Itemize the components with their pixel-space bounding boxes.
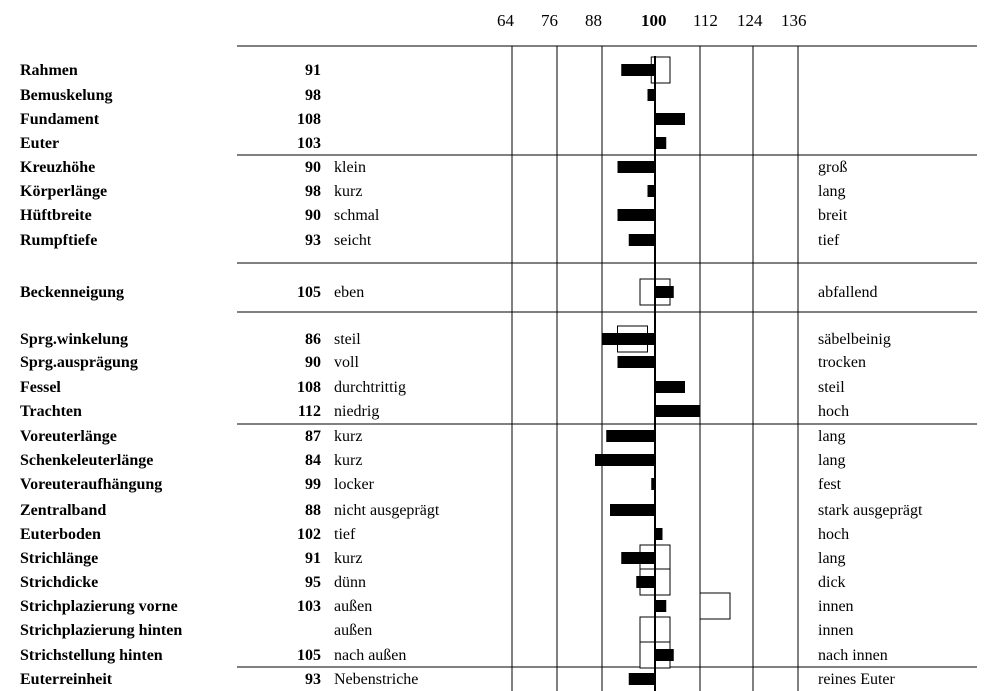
low-descriptor: kurz [334, 428, 363, 445]
row-label: Voreuterlänge [20, 428, 117, 445]
high-descriptor: hoch [818, 403, 850, 420]
low-descriptor: nicht ausgeprägt [334, 502, 440, 519]
bar [618, 356, 656, 368]
row-label: Strichlänge [20, 550, 99, 567]
row-label: Rumpftiefe [20, 232, 98, 249]
row-label: Euterboden [20, 526, 101, 543]
row-value: 90 [305, 207, 321, 224]
row-value: 90 [305, 159, 321, 176]
low-descriptor: schmal [334, 207, 380, 224]
row-value: 99 [305, 476, 321, 493]
bar [655, 528, 663, 540]
x-tick-label: 136 [781, 11, 807, 30]
row-label: Hüftbreite [20, 207, 92, 224]
row-value: 112 [297, 403, 321, 420]
row-value: 86 [305, 331, 321, 348]
bar [655, 113, 685, 125]
row-label: Strichplazierung vorne [20, 598, 178, 615]
x-tick-label: 88 [585, 11, 602, 30]
high-descriptor: säbelbeinig [818, 331, 891, 348]
row-value: 95 [305, 574, 321, 591]
high-descriptor: nach innen [818, 647, 888, 664]
row-value: 93 [305, 671, 321, 688]
row-label: Euterreinheit [20, 671, 113, 688]
row-value: 90 [305, 354, 321, 371]
low-descriptor: kurz [334, 452, 363, 469]
bar [595, 454, 655, 466]
row-label: Fessel [20, 379, 61, 396]
high-descriptor: innen [818, 598, 854, 615]
bar [629, 234, 655, 246]
bar [629, 673, 655, 685]
low-descriptor: voll [334, 354, 359, 371]
row-label: Zentralband [20, 502, 107, 519]
row-value: 98 [305, 183, 321, 200]
row-value: 93 [305, 232, 321, 249]
row-label: Sprg.winkelung [20, 331, 129, 348]
row-label: Euter [20, 135, 60, 152]
row-label: Schenkeleuterlänge [20, 452, 154, 469]
row-labels [20, 62, 923, 688]
bar [648, 89, 656, 101]
row-value: 103 [297, 598, 321, 615]
row-value: 103 [297, 135, 321, 152]
low-descriptor: Nebenstriche [334, 671, 419, 688]
row-value: 98 [305, 87, 321, 104]
bar [618, 209, 656, 221]
low-descriptor: tief [334, 526, 356, 543]
bar [655, 649, 674, 661]
high-descriptor: lang [818, 452, 846, 469]
low-descriptor: nach außen [334, 647, 407, 664]
high-descriptor: fest [818, 476, 842, 493]
high-descriptor: lang [818, 428, 846, 445]
row-label: Bemuskelung [20, 87, 113, 104]
row-label: Strichdicke [20, 574, 99, 591]
bar [610, 504, 655, 516]
low-descriptor: seicht [334, 232, 372, 249]
row-value: 84 [305, 452, 321, 469]
x-tick-label: 124 [737, 11, 763, 30]
low-descriptor: kurz [334, 183, 363, 200]
row-value: 91 [305, 550, 321, 567]
low-descriptor: dünn [334, 574, 366, 591]
row-value: 102 [297, 526, 321, 543]
row-label: Körperlänge [20, 183, 108, 200]
x-tick-label: 76 [541, 11, 558, 30]
row-label: Kreuzhöhe [20, 159, 96, 176]
bar [655, 381, 685, 393]
low-descriptor: eben [334, 284, 365, 301]
bar [655, 137, 666, 149]
low-descriptor: kurz [334, 550, 363, 567]
high-descriptor: hoch [818, 526, 850, 543]
x-tick-label: 100 [641, 11, 667, 30]
high-descriptor: abfallend [818, 284, 878, 301]
high-descriptor: reines Euter [818, 671, 895, 688]
high-descriptor: trocken [818, 354, 866, 371]
row-label: Fundament [20, 111, 100, 128]
row-value: 88 [305, 502, 321, 519]
high-descriptor: steil [818, 379, 845, 396]
comparison-box [700, 593, 730, 619]
row-value: 108 [297, 111, 321, 128]
bar [603, 333, 656, 345]
low-descriptor: durchtrittig [334, 379, 406, 396]
x-axis [497, 11, 807, 30]
row-value: 105 [297, 647, 321, 664]
high-descriptor: lang [818, 550, 846, 567]
x-tick-label: 112 [693, 11, 718, 30]
row-value: 108 [297, 379, 321, 396]
row-value: 87 [305, 428, 321, 445]
low-descriptor: klein [334, 159, 366, 176]
high-descriptor: tief [818, 232, 840, 249]
low-descriptor: steil [334, 331, 361, 348]
low-descriptor: niedrig [334, 403, 380, 420]
high-descriptor: dick [818, 574, 846, 591]
high-descriptor: stark ausgeprägt [818, 502, 923, 519]
bar [648, 185, 656, 197]
x-tick-label: 64 [497, 11, 514, 30]
bar [621, 64, 655, 76]
row-label: Strichplazierung hinten [20, 622, 183, 639]
bar [618, 161, 656, 173]
low-descriptor: außen [334, 598, 373, 615]
row-value: 105 [297, 284, 321, 301]
bar [621, 552, 655, 564]
bar [655, 600, 666, 612]
row-value: 91 [305, 62, 321, 79]
high-descriptor: lang [818, 183, 846, 200]
row-label: Trachten [20, 403, 82, 420]
row-label: Rahmen [20, 62, 78, 79]
bar [655, 405, 700, 417]
high-descriptor: breit [818, 207, 848, 224]
row-label: Strichstellung hinten [20, 647, 163, 664]
row-label: Beckenneigung [20, 284, 125, 301]
bar [606, 430, 655, 442]
row-label: Sprg.ausprägung [20, 354, 138, 371]
high-descriptor: innen [818, 622, 854, 639]
bar [636, 576, 655, 588]
low-descriptor: außen [334, 622, 373, 639]
bar [655, 286, 674, 298]
row-label: Voreuteraufhängung [20, 476, 163, 493]
low-descriptor: locker [334, 476, 374, 493]
high-descriptor: groß [818, 159, 848, 176]
